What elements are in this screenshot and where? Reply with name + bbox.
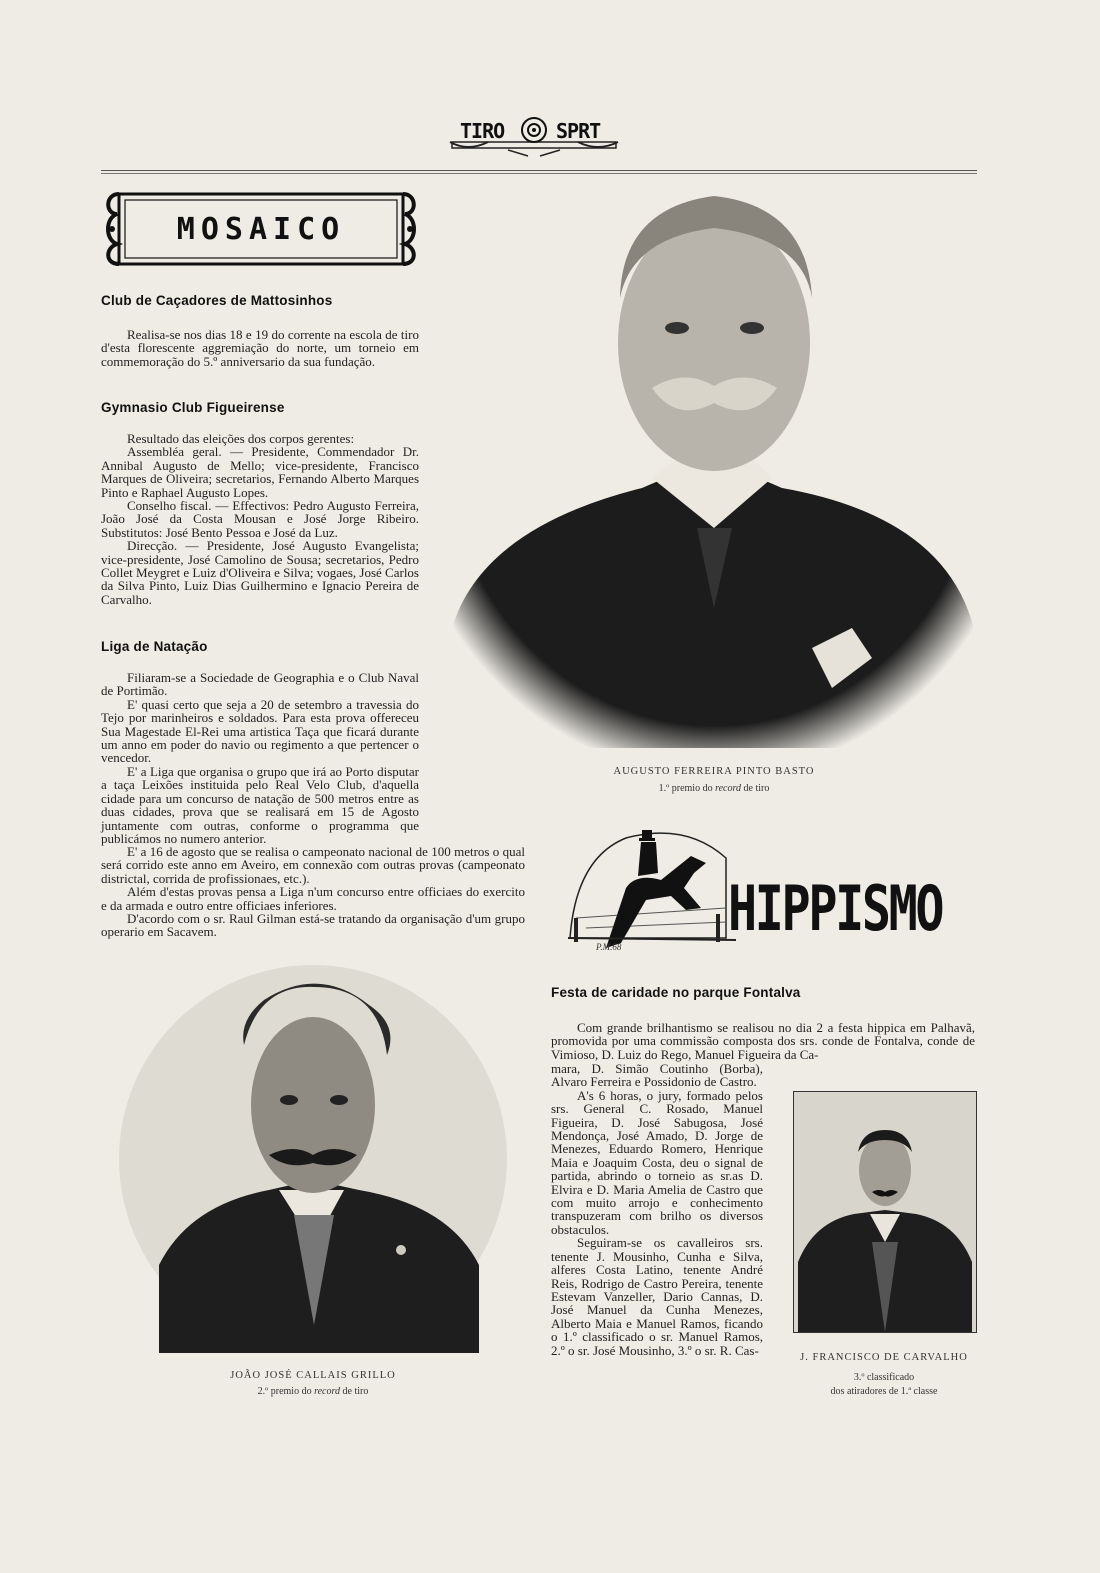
paragraph: Além d'estas provas pensa a Liga n'um concurso entre officiaes do exercito e da armada e outro entre officiaes inferiores. [101, 884, 525, 913]
illustration-signature: P.M.68 [596, 942, 622, 952]
caption-sub-text: 1.º premio do [658, 783, 716, 794]
section-title-gymnasio: Gymnasio Club Figueirense [101, 400, 285, 415]
paragraph: Filiaram-se a Sociedade de Geographia e o Club Naval de Portimão. [101, 670, 419, 699]
paragraph: E' a 16 de agosto que se realisa o campeonato nacional de 100 metros o qual será corrido este anno em Aveiro, em connexão com outras provas (campeonato districtal, corrida de profissionaes, etc.). [101, 844, 525, 886]
portrait-image [794, 1092, 976, 1332]
portrait-augusto-ferreira [452, 188, 976, 748]
hippismo-heading: HIPPISMO [728, 872, 943, 945]
paragraph: Conselho fiscal. — Effectivos: Pedro Augusto Ferreira, João José da Costa Mousan e José Jorge Ribeiro. Substitutos: José Bento Pessoa e José da Luz. [101, 498, 419, 540]
caption-name-joao: JOÃO JOSÉ CALLAIS GRILLO [230, 1370, 396, 1381]
section-body-club-cacadores [101, 328, 419, 368]
caption-sub-joao [119, 1386, 507, 1397]
paragraph: Realisa-se nos dias 18 e 19 do corrente na escola de tiro d'esta florescente aggremiação do norte, um torneio em commemoração do 5.º anniversario da sua fundação. [101, 327, 419, 369]
paragraph: Seguiram-se os cavalleiros srs. tenente J. Mousinho, Cunha e Silva, alferes Costa Latino, tenente André Reis, Rodrigo de Castro Pereira, tenente Estevam Vanzeller, Dario Cannas, D. José Manuel da Cunha Menezes, Alberto Maia e Manuel Ramos, ficando o 1.º classificado o sr. Manuel Ramos, 2.º o sr. José Mousinho, 3.º o sr. R. Cas- [551, 1235, 763, 1358]
masthead-logo [448, 112, 620, 158]
mosaico-heading-box [103, 188, 419, 270]
horse-rider-illustration [566, 818, 736, 956]
caption-sub-text: de tiro [340, 1386, 369, 1397]
section-title-club-cacadores: Club de Caçadores de Mattosinhos [101, 293, 333, 308]
paragraph: Com grande brilhantismo se realisou no dia 2 a festa hippica em Palhavã, promovida por uma commissão composta dos srs. conde de Fontalva, conde de Vimioso, D. Luiz do Rego, Manuel Figueira da Ca- [551, 1020, 975, 1062]
portrait-image [452, 188, 976, 748]
caption-sub-emphasis: record [314, 1386, 341, 1397]
paragraph: E' a Liga que organisa o grupo que irá ao Porto disputar a taça Leixões instituida pelo Real Velo Club, d'aquella cidade para um concurso de natação de 500 metros entre as duas cidades, prova que se realisará em 15 de Agosto juntamente com outras, conforme o programma que publicámos no numero anterior. [101, 764, 419, 847]
caption-sub-francisco-line2: dos atiradores de 1.ª classe [830, 1386, 938, 1397]
section-body-liga-natacao-narrow-2 [101, 764, 419, 847]
section-body-liga-natacao-wide [101, 845, 525, 939]
svg-text:SPRT: SPRT [556, 119, 601, 143]
paragraph: mara, D. Simão Coutinho (Borba), Alvaro Ferreira e Possidonio de Castro. [551, 1061, 763, 1090]
paragraph: E' quasi certo que seja a 20 de setembro a travessia do Tejo por marinheiros e soldados. Para esta prova offereceu Sua Magestade El-Rei uma artistica Taça que ficará durante um anno em poder do navio ou regimento a que pertencer o vencedor. [101, 696, 419, 766]
caption-sub-text: de tiro [741, 783, 770, 794]
caption-name-augusto: AUGUSTO FERREIRA PINTO BASTO [613, 766, 815, 777]
paragraph: D'acordo com o sr. Raul Gilman está-se tratando da organisação d'um grupo operario em Sacavem. [101, 911, 525, 940]
caption-sub-augusto [452, 783, 976, 794]
paragraph: Direcção. — Presidente, José Augusto Evangelista; vice-presidente, José Camolino de Sousa; secretarios, Pedro Collet Meygret e Luiz d'Oliveira e Silva; vogaes, José Carlos da Silva Pinto, Luiz Dias Guilhermino e Ignacio Pereira de Carvalho. [101, 538, 419, 607]
svg-text:TIRO: TIRO [460, 119, 505, 143]
mosaico-heading: MOSAICO [176, 211, 346, 247]
section-body-gymnasio [101, 432, 419, 606]
paragraph: Assembléa geral. — Presidente, Commendador Dr. Annibal Augusto de Mello; vice-presidente, Francisco Marques de Oliveira; secretarios, Fernando Alberto Marques Pinto e Raphael Augusto Lopes. [101, 444, 419, 500]
hippismo-body-narrow [551, 1062, 763, 1357]
header-rule [101, 170, 977, 174]
portrait-image [119, 965, 507, 1353]
caption-name-francisco: J. FRANCISCO DE CARVALHO [800, 1352, 968, 1363]
paragraph: Resultado das eleições dos corpos gerentes: [127, 431, 355, 446]
portrait-joao-jose-callais [119, 965, 507, 1353]
caption-sub-emphasis: record [715, 783, 742, 794]
caption-sub-francisco-line1: 3.º classificado [853, 1372, 915, 1383]
section-title-festa-caridade: Festa de caridade no parque Fontalva [551, 985, 801, 1000]
section-body-liga-natacao-narrow [101, 671, 419, 765]
hippismo-body-wide [551, 1021, 975, 1061]
paragraph: A's 6 horas, o jury, formado pelos srs. General C. Rosado, Manuel Figueira, D. José Sabugosa, José Mendonça, José Amado, D. Jorge de Menezes, Eduardo Romero, Henrique Maia e Joaquim Costa, deu o signal de partida, abrindo o torneio as sr.as D. Elvira e D. Maria Amelia de Castro que com muito arrojo e conhecimento transpuzeram com brilho os diversos obstaculos. [551, 1087, 763, 1237]
section-title-liga-natacao: Liga de Natação [101, 639, 208, 654]
caption-sub-text: 2.º premio do [257, 1386, 315, 1397]
portrait-francisco-carvalho [793, 1091, 977, 1333]
